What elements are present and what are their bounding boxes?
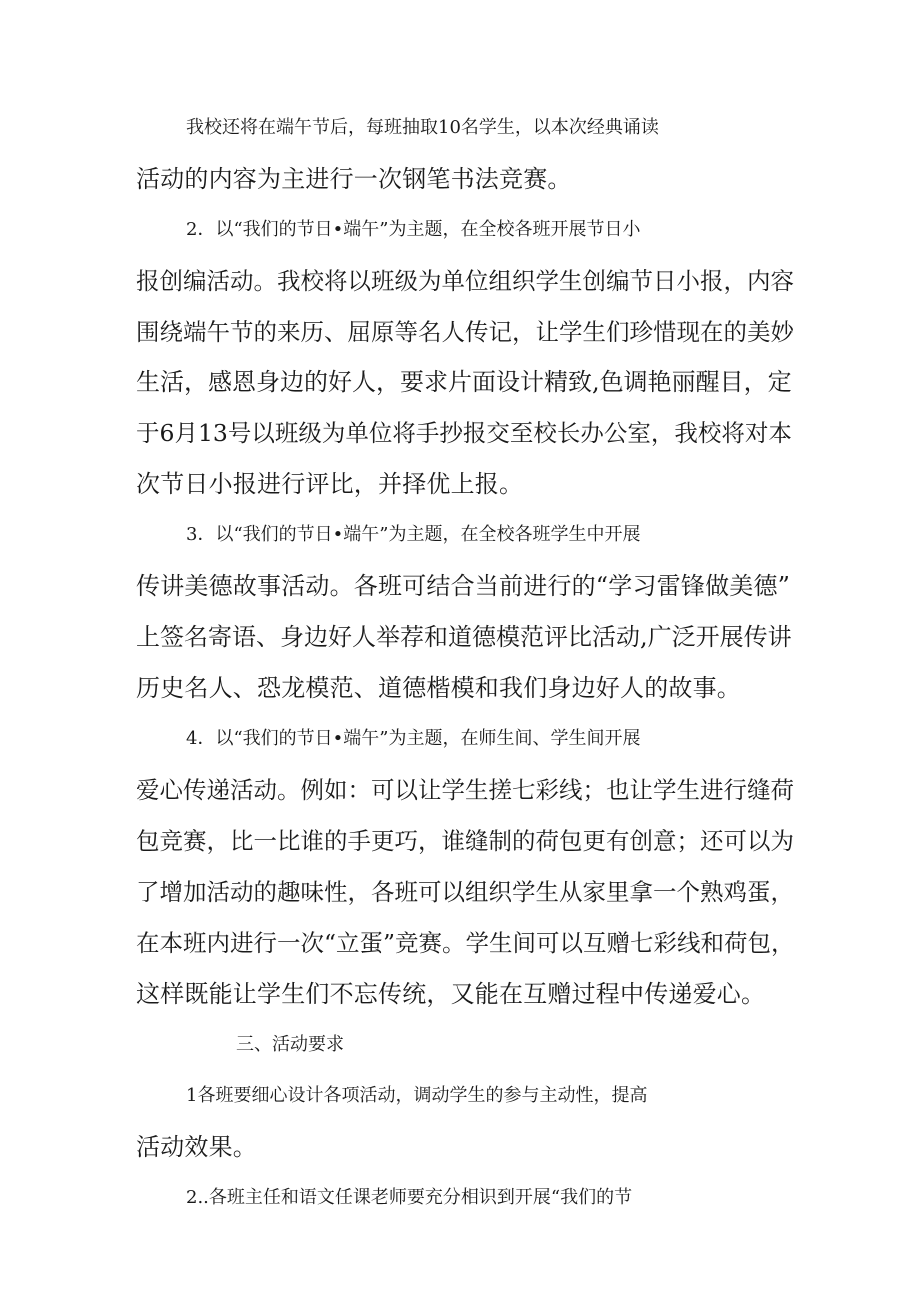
text-line: 包竞赛，比一比谁的手更巧，谁缝制的荷包更有创意；还可以为 [136,827,794,855]
text-line: 爱心传递活动。例如：可以让学生搓七彩线；也让学生进行缝荷 [136,776,794,804]
text-line: 2．以“我们的节日•端午”为主题，在全校各班开展节日小 [186,219,641,240]
text-line: 于6月13号以班级为单位将手抄报交至校长办公室，我校将对本 [136,419,792,447]
text-line: 在本班内进行一次“立蛋”竞赛。学生间可以互赠七彩线和荷包， [136,929,795,957]
text-line: 2..各班主任和语文任课老师要充分相识到开展“我们的节 [186,1187,633,1208]
text-line: 上签名寄语、身边好人举荐和道德模范评比活动,广泛开展传讲 [136,623,792,651]
text-line: 报创编活动。我校将以班级为单位组织学生创编节日小报，内容 [136,267,794,295]
text-line: 生活，感恩身边的好人，要求片面设计精致,色调艳丽醒目，定 [136,368,792,396]
section-heading: 三、活动要求 [236,1034,344,1055]
text-line: 1各班要细心设计各项活动，调动学生的参与主动性，提高 [186,1085,648,1106]
text-line: 围绕端午节的来历、屈原等名人传记，让学生们珍惜现在的美妙 [136,318,794,346]
text-line: 活动效果。 [136,1133,257,1161]
text-line: 4．以“我们的节日•端午”为主题，在师生间、学生间开展 [186,728,641,749]
text-line: 历史名人、恐龙模范、道德楷模和我们身边好人的故事。 [136,674,741,702]
text-line: 次节日小报进行评比，并择优上报。 [136,470,524,498]
text-line: 了增加活动的趣味性，各班可以组织学生从家里拿一个熟鸡蛋， [136,878,794,906]
text-line: 这样既能让学生们不忘传统，又能在互赠过程中传递爱心。 [136,980,766,1008]
text-line: 活动的内容为主进行一次钢笔书法竞赛。 [136,165,572,193]
text-line: 3．以“我们的节日•端午”为主题，在全校各班学生中开展 [186,524,641,545]
text-line: 我校还将在端午节后，每班抽取10名学生，以本次经典诵读 [186,117,659,138]
text-line: 传讲美德故事活动。各班可结合当前进行的“学习雷锋做美德” [136,572,791,600]
